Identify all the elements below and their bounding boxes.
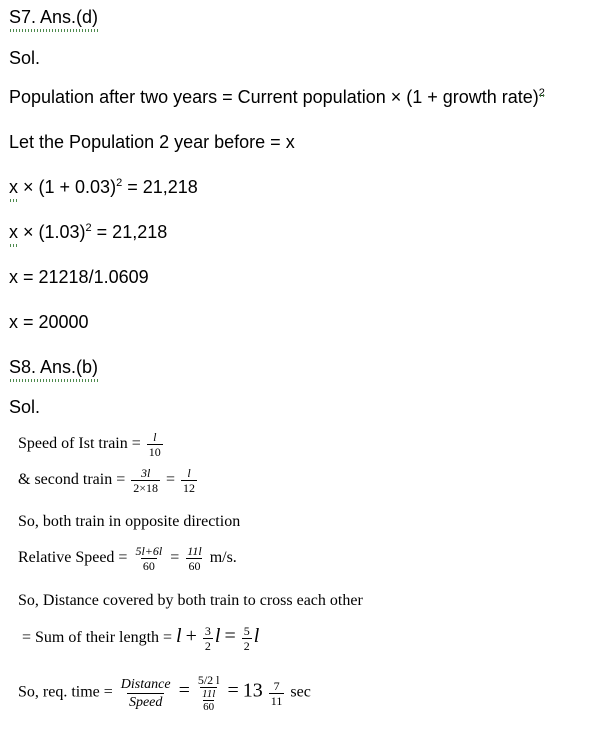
distance-text: So, Distance covered by both train to cross each other <box>18 592 363 609</box>
speed-first-train: Speed of Ist train = $\frac{l}{10}$ <box>18 430 161 459</box>
s7-line2: Let the Population 2 year before = x <box>9 132 295 152</box>
opposite-direction: So, both train in opposite direction <box>18 513 241 530</box>
fraction: $\frac{l}{12}$ <box>183 466 196 495</box>
s7-sol: Sol. <box>9 48 41 68</box>
fraction: $\frac{7}{11}$ <box>270 678 283 708</box>
fraction: $\frac{3l}{2\times 18}$ <box>133 466 158 495</box>
s8-sol: Sol. <box>9 397 41 417</box>
fraction: $\frac{l}{10}$ <box>148 430 161 459</box>
s7-line1: Population after two years = Current population × (1 + growth rate)$^2$ <box>9 87 545 107</box>
required-time: So, req. time = $\frac{\text{Distance}}{\text{Speed}}$ = 5/2 l 11l 60 = 13 $\frac{7}{11}$ sec <box>18 673 311 713</box>
s8-title: S8. Ans.(b) <box>9 357 99 377</box>
inner-fraction: 11l 60 <box>202 688 216 713</box>
s7-line4: $x \times (1.03)^2 = 21,218$ <box>9 222 168 242</box>
s7-line5: x = 21218/1.0609 <box>9 267 149 287</box>
speed-second-train: & second train = $\frac{3l}{2\times 18}$ = $\frac{l}{12}$ <box>18 466 196 495</box>
fraction: $\frac{11l}{60}$ <box>187 544 202 573</box>
fraction: $\frac{5l+6l}{60}$ <box>135 544 163 573</box>
s7-title: S7. Ans.(d) <box>9 7 99 27</box>
relative-speed: Relative Speed = $\frac{5l+6l}{60}$ = $\frac{11l}{60}$ m/s. <box>18 544 237 573</box>
fraction: $\frac{3}{2}$ <box>204 624 211 653</box>
compound-fraction: 5/2 l 11l 60 <box>197 673 220 713</box>
s7-line6: x = 20000 <box>9 312 89 332</box>
sum-of-lengths: = Sum of their length = l + $\frac{3}{2}$ l = $\frac{5}{2}$ l <box>22 624 260 653</box>
fraction: $\frac{\text{Distance}}{\text{Speed}}$ <box>120 676 171 710</box>
s7-line3: $x \times (1 + 0.03)^2 = 21,218$ <box>9 177 198 197</box>
fraction: $\frac{5}{2}$ <box>243 624 250 653</box>
